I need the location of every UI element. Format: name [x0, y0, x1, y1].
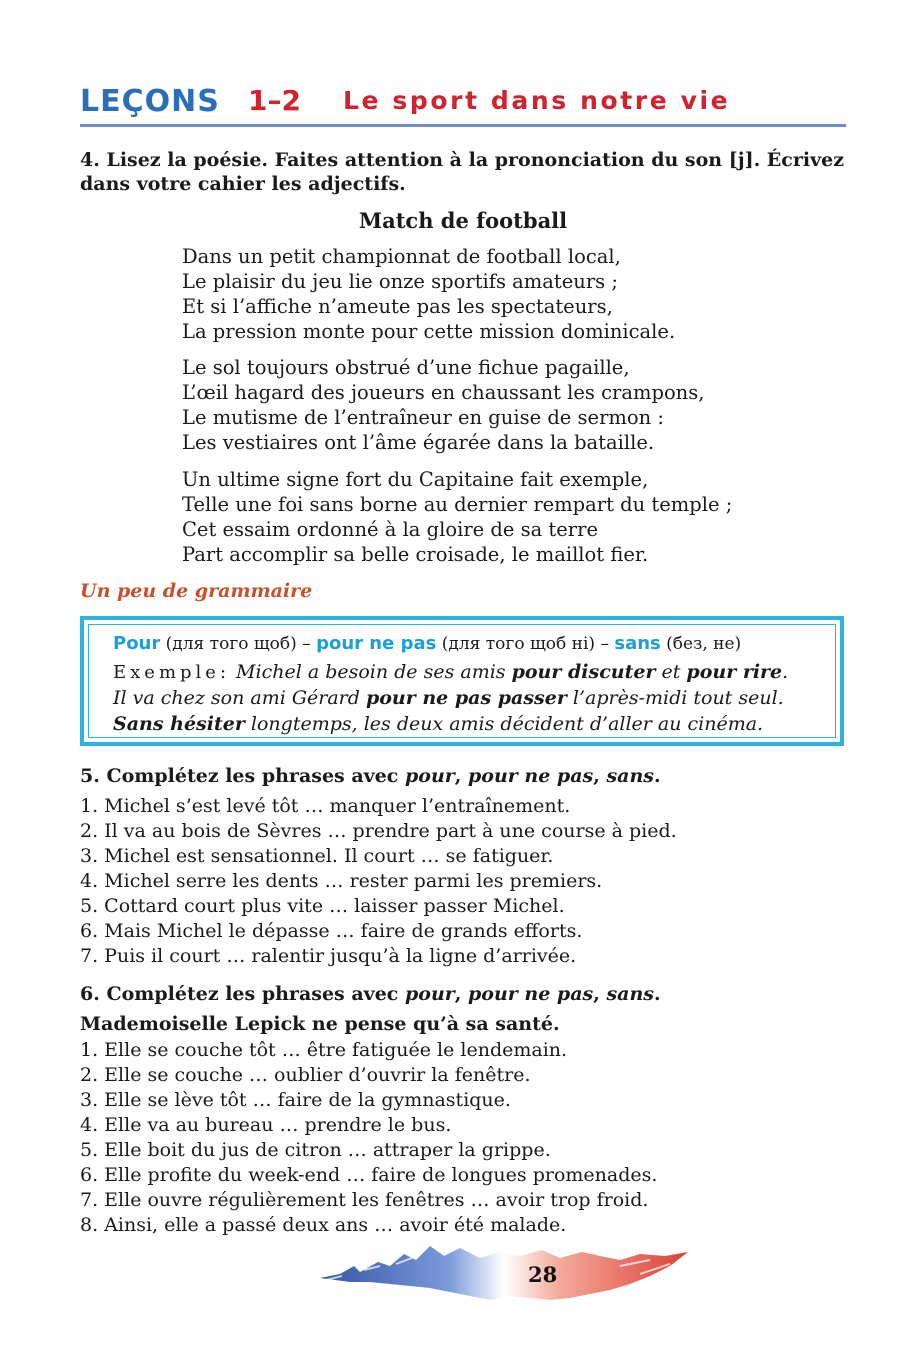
example-label: Exemple:	[113, 662, 231, 683]
poem-line: Cet essaim ordonné à la gloire de sa terre	[182, 518, 598, 541]
grammar-line-1	[113, 631, 741, 657]
grammar-line-4	[113, 712, 763, 737]
exercise5-word: sans	[606, 765, 654, 787]
exercise6-word: sans	[606, 983, 654, 1005]
exercise6-item: 8. Ainsi, elle a passé deux ans … avoir été malade.	[80, 1214, 567, 1236]
keyword-sans: sans	[614, 633, 661, 654]
exercise6-item: 2. Elle se couche … oublier d’ouvrir la fenêtre.	[80, 1064, 531, 1086]
exercise5-item: 1. Michel s’est levé tôt … manquer l’entraînement.	[80, 795, 571, 817]
exercise5-item: 7. Puis il court … ralentir jusqu’à la ligne d’arrivée.	[80, 945, 577, 967]
example-keyword: Sans hésiter	[113, 713, 245, 735]
poem-stanza-2	[182, 355, 704, 455]
poem-line: Le sol toujours obstrué d’une fichue pagaille,	[182, 356, 630, 379]
exercise6-item: 1. Elle se couche tôt … être fatiguée le lendemain.	[80, 1039, 568, 1061]
example-text: Il va chez son ami Gérard	[113, 687, 366, 709]
poem-line: Dans un petit championnat de football local,	[182, 245, 621, 268]
example-text: l’après-midi tout seul.	[566, 687, 784, 709]
grammar-heading: Un peu de grammaire	[80, 580, 313, 602]
exercise5-item: 2. Il va au bois de Sèvres … prendre part à une course à pied.	[80, 820, 677, 842]
exercise5-item: 4. Michel serre les dents … rester parmi les premiers.	[80, 870, 603, 892]
separator: ,	[454, 765, 469, 787]
example-text: et	[655, 661, 687, 683]
exercise6-word: pour	[404, 983, 455, 1005]
poem-title: Match de football	[358, 208, 568, 233]
keyword-pour: Pour	[113, 633, 161, 654]
exercise6-item: 5. Elle boit du jus de citron … attraper la grippe.	[80, 1139, 551, 1161]
flag-splash-decoration	[320, 1236, 690, 1306]
exercise4-line1: Lisez la poésie. Faites attention à la prononciation du son [j]. Écrivez	[106, 149, 844, 171]
exercise6-word: pour ne pas	[468, 983, 594, 1005]
lesson-header	[80, 84, 846, 124]
poem-line: La pression monte pour cette mission dominicale.	[182, 320, 676, 343]
separator: .	[654, 983, 661, 1005]
poem-line: Et si l’affiche n’ameute pas les spectateurs,	[182, 295, 613, 318]
poem-stanza-1	[182, 244, 675, 344]
page-footer	[320, 1236, 690, 1306]
poem-line: L’œil hagard des joueurs en chaussant les crampons,	[182, 381, 705, 404]
grammar-line-3	[113, 686, 784, 711]
exercise6-item: 4. Elle va au bureau … prendre le bus.	[80, 1114, 452, 1136]
exercise5-item: 3. Michel est sensationnel. Il court … se fatiguer.	[80, 845, 554, 867]
example-keyword: pour ne pas passer	[365, 687, 567, 709]
exercise5-number: 5.	[80, 765, 100, 787]
poem-stanza-3	[182, 467, 732, 567]
lecons-label: LEÇONS	[80, 84, 220, 119]
example-text: .	[782, 661, 789, 683]
page-number: 28	[528, 1262, 558, 1287]
exercise5-instruction	[80, 764, 661, 788]
exercise4-line2: dans votre cahier les adjectifs.	[80, 173, 406, 195]
translation: (без, не)	[660, 634, 742, 654]
example-keyword: pour rire	[686, 661, 783, 683]
exercise5-item: 6. Mais Michel le dépasse … faire de grands efforts.	[80, 920, 583, 942]
exercise5-item: 5. Cottard court plus vite … laisser passer Michel.	[80, 895, 565, 917]
poem-line: Part accomplir sa belle croisade, le maillot fier.	[182, 543, 649, 566]
grammar-box	[80, 616, 844, 746]
exercise6-item: 7. Elle ouvre régulièrement les fenêtres … avoir trop froid.	[80, 1189, 649, 1211]
separator: ,	[593, 765, 607, 787]
exercise6-item: 6. Elle profite du week-end … faire de longues promenades.	[80, 1164, 658, 1186]
header-rule	[80, 124, 846, 127]
separator: ,	[593, 983, 607, 1005]
lesson-title: Le sport dans notre vie	[343, 86, 731, 115]
exercise6-text: Complétez les phrases avec	[99, 983, 405, 1005]
exercise5-word: pour	[404, 765, 455, 787]
exercise5-word: pour ne pas	[468, 765, 594, 787]
separator: ,	[454, 983, 469, 1005]
poem-line: Le plaisir du jeu lie onze sportifs amateurs ;	[182, 270, 618, 293]
poem-line: Le mutisme de l’entraîneur en guise de sermon :	[182, 406, 664, 429]
grammar-line-2	[113, 660, 788, 685]
translation: (для того щоб ні) –	[436, 634, 615, 654]
exercise6-number: 6.	[80, 983, 100, 1005]
grammar-box-inner	[88, 624, 836, 738]
poem-line: Un ultime signe fort du Capitaine fait exemple,	[182, 468, 649, 491]
separator: .	[654, 765, 661, 787]
exercise6-subtitle: Mademoiselle Lepick ne pense qu’à sa santé.	[80, 1013, 560, 1035]
poem-line: Telle une foi sans borne au dernier rempart du temple ;	[182, 493, 733, 516]
exercise5-text: Complétez les phrases avec	[99, 765, 405, 787]
translation: (для того щоб) –	[160, 634, 317, 654]
keyword-pour-ne-pas: pour ne pas	[316, 633, 437, 654]
exercise4-number: 4.	[80, 149, 100, 171]
poem-line: Les vestiaires ont l’âme égarée dans la bataille.	[182, 431, 655, 454]
example-keyword: pour discuter	[511, 661, 656, 683]
exercise6-instruction	[80, 982, 661, 1006]
example-text: Michel a besoin de ses amis	[230, 661, 512, 683]
example-text: longtemps, les deux amis décident d’aller au cinéma.	[244, 713, 764, 735]
exercise6-item: 3. Elle se lève tôt … faire de la gymnastique.	[80, 1089, 511, 1111]
lesson-numbers: 1–2	[248, 84, 301, 117]
exercise4-instruction	[80, 148, 844, 196]
